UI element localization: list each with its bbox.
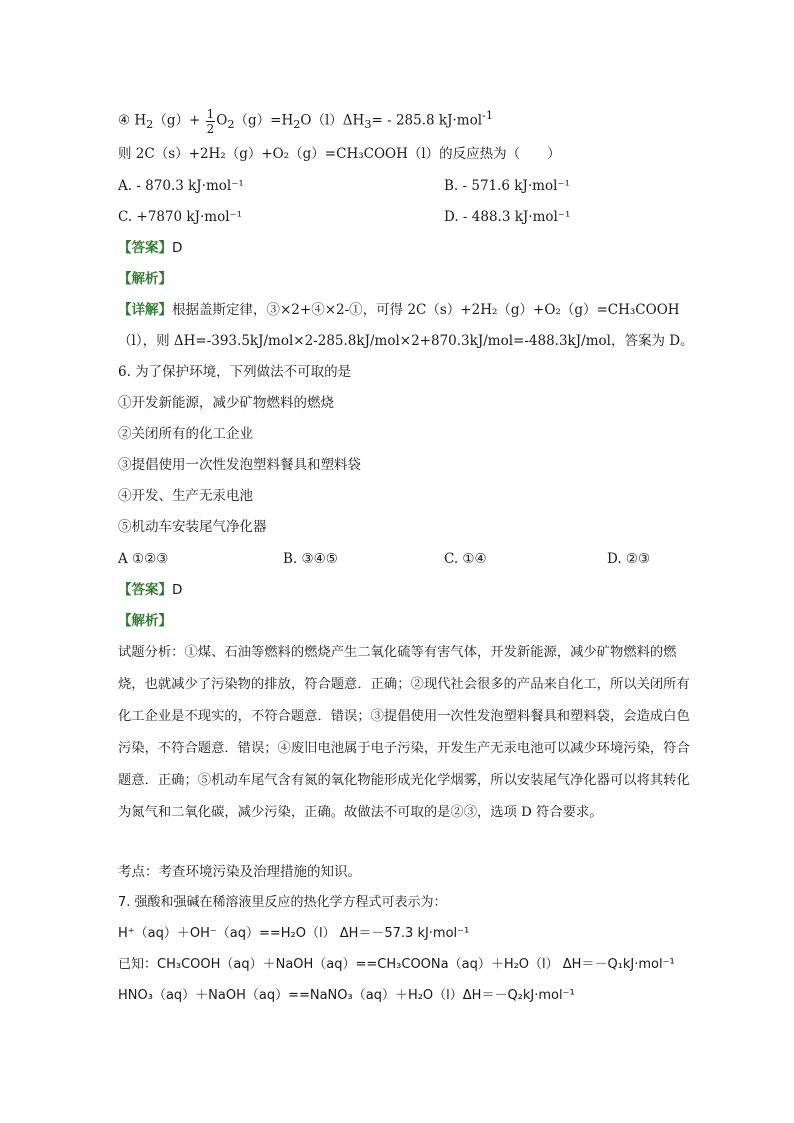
detail-text: 根据盖斯定律，③×2+④×2-①，可得 2C（s）+2H₂（g）+O₂（g）=CH₃COOH: [172, 302, 680, 318]
q5-option-d: D. - 488.3 kJ·mol⁻¹: [444, 209, 571, 225]
q6-answer: [118, 580, 694, 600]
q7-equation-2: 已知：CH₃COOH（aq）＋NaOH（aq）==CH₃COONa（aq）＋H₂O（l） ΔH＝－Q₁kJ·mol⁻¹: [118, 957, 675, 972]
analysis-tag: 【解析】: [118, 271, 172, 287]
q6-item-4: ④开发、生产无汞电池: [118, 488, 253, 504]
eq4-sub: 2: [293, 118, 301, 132]
eq4-sub: 2: [146, 118, 154, 132]
eq4-sup: -1: [482, 109, 493, 122]
q6-item-3: ③提倡使用一次性发泡塑料餐具和塑料袋: [118, 457, 361, 473]
eq4-sub: 3: [364, 118, 372, 132]
q6-analysis-text: 试题分析：①煤、石油等燃料的燃烧产生二氧化硫等有害气体，开发新能源，减少矿物燃料的燃烧，也就减少了污染物的排放，符合题意．正确；②现代社会很多的产品来自化工，所以关闭所有化工企业是不现实的，不符合题意．错误；③提倡使用一次性发泡塑料餐具和塑料袋，会造成白色污染，不符合题意．错误；④废旧电池属于电子污染，开发生产无汞电池可以减少环境污染，符合题意．正确；⑤机动车尾气含有氮的氧化物能形成光化学烟雾，所以安装尾气净化器可以将其转化为氮气和二氧化碳，减少污染，正确。故做法不可取的是②③，选项 D 符合要求。: [118, 645, 690, 820]
q5-option-b: B. - 571.6 kJ·mol⁻¹: [444, 178, 570, 194]
answer-value: D: [172, 240, 183, 256]
answer-tag: 【答案】: [118, 240, 172, 256]
q7-equation-3: HNO₃（aq）＋NaOH（aq）==NaNO₃（aq）＋H₂O（l）ΔH＝－Q₂kJ·mol⁻¹: [118, 988, 575, 1003]
q5-detail-line-1: [118, 300, 694, 320]
analysis-tag: 【解析】: [118, 613, 172, 629]
q5-option-c: C. +7870 kJ·mol⁻¹: [118, 209, 243, 225]
eq4-part: O: [216, 112, 228, 129]
q5-stem: 则 2C（s）+2H₂（g）+O₂（g）=CH₃COOH（l）的反应热为（ ）: [118, 146, 561, 162]
q7-stem: 7. 强酸和强碱在稀溶液里反应的热化学方程式可表示为：: [118, 895, 447, 910]
fraction-denominator: 2: [206, 121, 215, 136]
eq4-part: O（l）ΔH: [300, 112, 365, 129]
q6-analysis-heading: [118, 611, 694, 631]
q6-option-d: D. ②③: [607, 551, 651, 567]
q6-kaodian: 考点：考查环境污染及治理措施的知识。: [118, 864, 361, 880]
eq4-part: ④ H: [118, 112, 147, 129]
q6-item-2: ②关闭所有的化工企业: [118, 426, 253, 442]
q7-equation-1: H⁺（aq）＋OH⁻（aq）==H₂O（l） ΔH＝－57.3 kJ·mol⁻¹: [118, 926, 470, 941]
q5-detail-line-2: （l），则 ΔH=-393.5kJ/mol×2-285.8kJ/mol×2+870.3kJ/mol=-488.3kJ/mol，答案为 D。: [118, 333, 694, 349]
eq4-part: （g）+: [153, 112, 201, 129]
answer-value: D: [172, 582, 183, 598]
eq4-part: = - 285.8 kJ·mol: [371, 112, 483, 129]
eq4-sub: 2: [227, 118, 235, 132]
answer-tag: 【答案】: [118, 582, 172, 598]
fraction-one-half: [206, 107, 216, 136]
fraction-numerator: 1: [206, 106, 215, 121]
q5-option-a: A. - 870.3 kJ·mol⁻¹: [118, 178, 244, 194]
q5-analysis-heading: [118, 269, 694, 289]
detail-tag: 【详解】: [118, 302, 172, 318]
q6-stem: 6. 为了保护环境，下列做法不可取的是: [118, 364, 352, 380]
eq4-part: （g）=H: [234, 112, 294, 129]
q5-answer: [118, 238, 694, 258]
equation-4: [118, 104, 694, 137]
q6-item-5: ⑤机动车安装尾气净化器: [118, 519, 267, 535]
q6-option-b: B. ③④⑤: [283, 551, 338, 567]
q6-option-c: C. ①④: [444, 551, 487, 567]
q6-item-1: ①开发新能源，减少矿物燃料的燃烧: [118, 395, 334, 411]
q6-option-a: A ①②③: [118, 551, 169, 567]
